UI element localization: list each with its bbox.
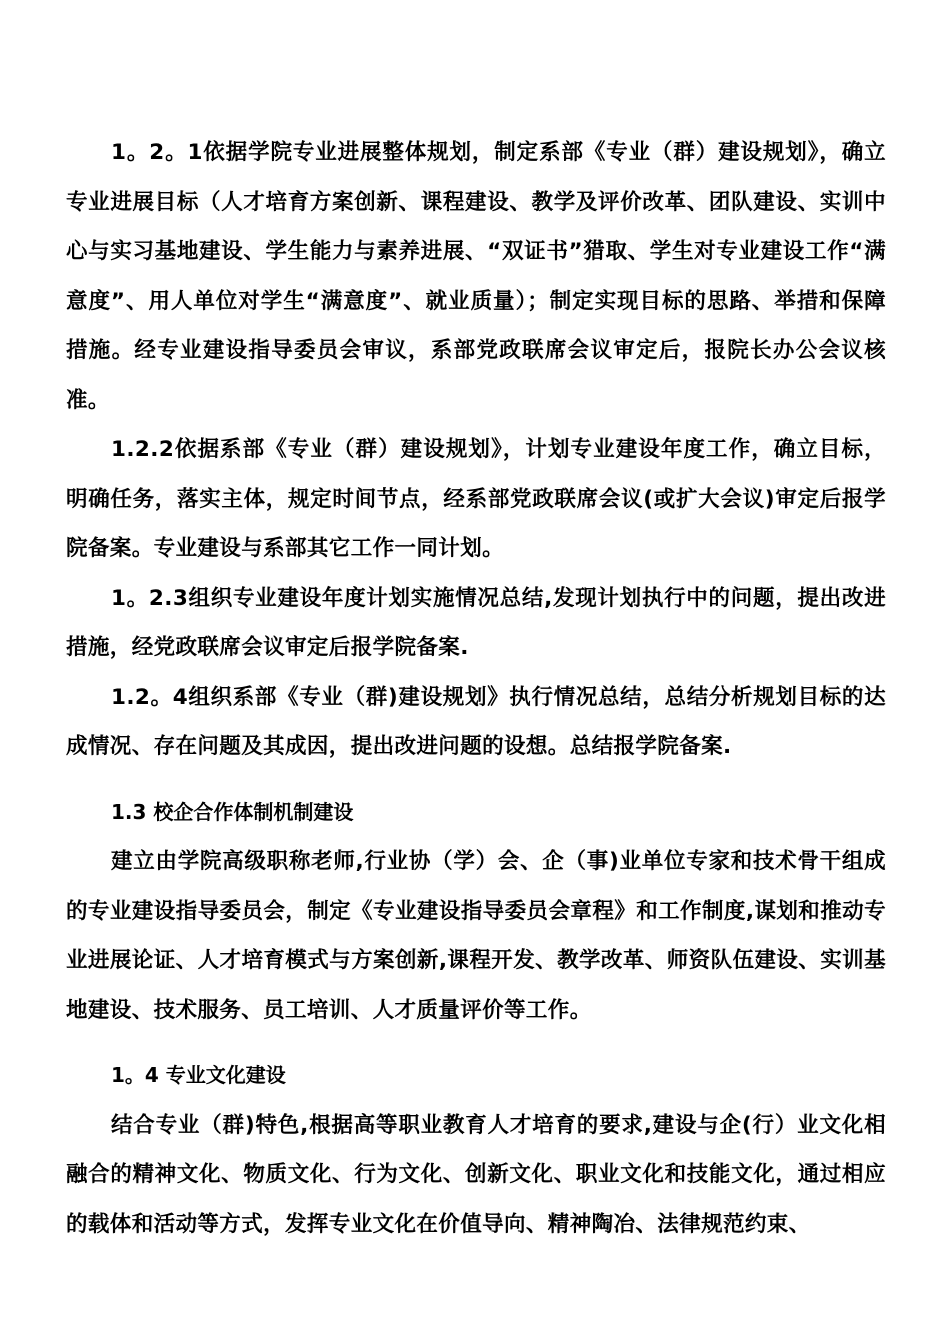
section-heading-1-3: 1.3 校企合作体制机制建设	[111, 799, 354, 824]
paragraph-1-2-1: 1。2。1依据学院专业进展整体规划，制定系部《专业（群）建设规划》，确立专业进展目标（人才培育方案创新、课程建设、教学及评价改革、团队建设、实训中心与实习基地建设、学生能力与素养进展、“双证书”猎取、学生对专业建设工作“满意度”、用人单位对学生“满意度”、就业质量）；制定实现目标的思路、举措和保障措施。经专业建设指导委员会审议，系部党政联席会议审定后，报院长办公会议核准。	[66, 140, 886, 413]
section-heading-1-4: 1。4 专业文化建设	[111, 1063, 286, 1087]
document-body	[66, 128, 886, 1249]
paragraph-1-2-2: 1.2.2依据系部《专业（群）建设规划》，计划专业建设年度工作，确立目标，明确任务，落实主体，规定时间节点，经系部党政联席会议(或扩大会议)审定后报学院备案。专业建设与系部其它工作一同计划。	[66, 437, 886, 561]
paragraph-1-4: 结合专业（群)特色,根据高等职业教育人才培育的要求,建设与企(行）业文化相融合的精神文化、物质文化、行为文化、创新文化、职业文化和技能文化，通过相应的载体和活动等方式，发挥专业文化在价值导向、精神陶冶、法律规范约束、	[66, 1112, 886, 1237]
paragraph-1-3: 建立由学院高级职称老师,行业协（学）会、企（事)业单位专家和技术骨干组成的专业建设指导委员会，制定《专业建设指导委员会章程》和工作制度,谋划和推动专业进展论证、人才培育模式与方案创新,课程开发、教学改革、师资队伍建设、实训基地建设、技术服务、员工培训、人才质量评价等工作。	[66, 849, 886, 1023]
paragraph-1-2-3: 1。2.3组织专业建设年度计划实施情况总结,发现计划执行中的问题，提出改进措施，经党政联席会议审定后报学院备案.	[66, 585, 886, 660]
paragraph-1-2-4: 1.2。4组织系部《专业（群)建设规划》执行情况总结，总结分析规划目标的达成情况、存在问题及其成因，提出改进问题的设想。总结报学院备案.	[66, 684, 886, 759]
